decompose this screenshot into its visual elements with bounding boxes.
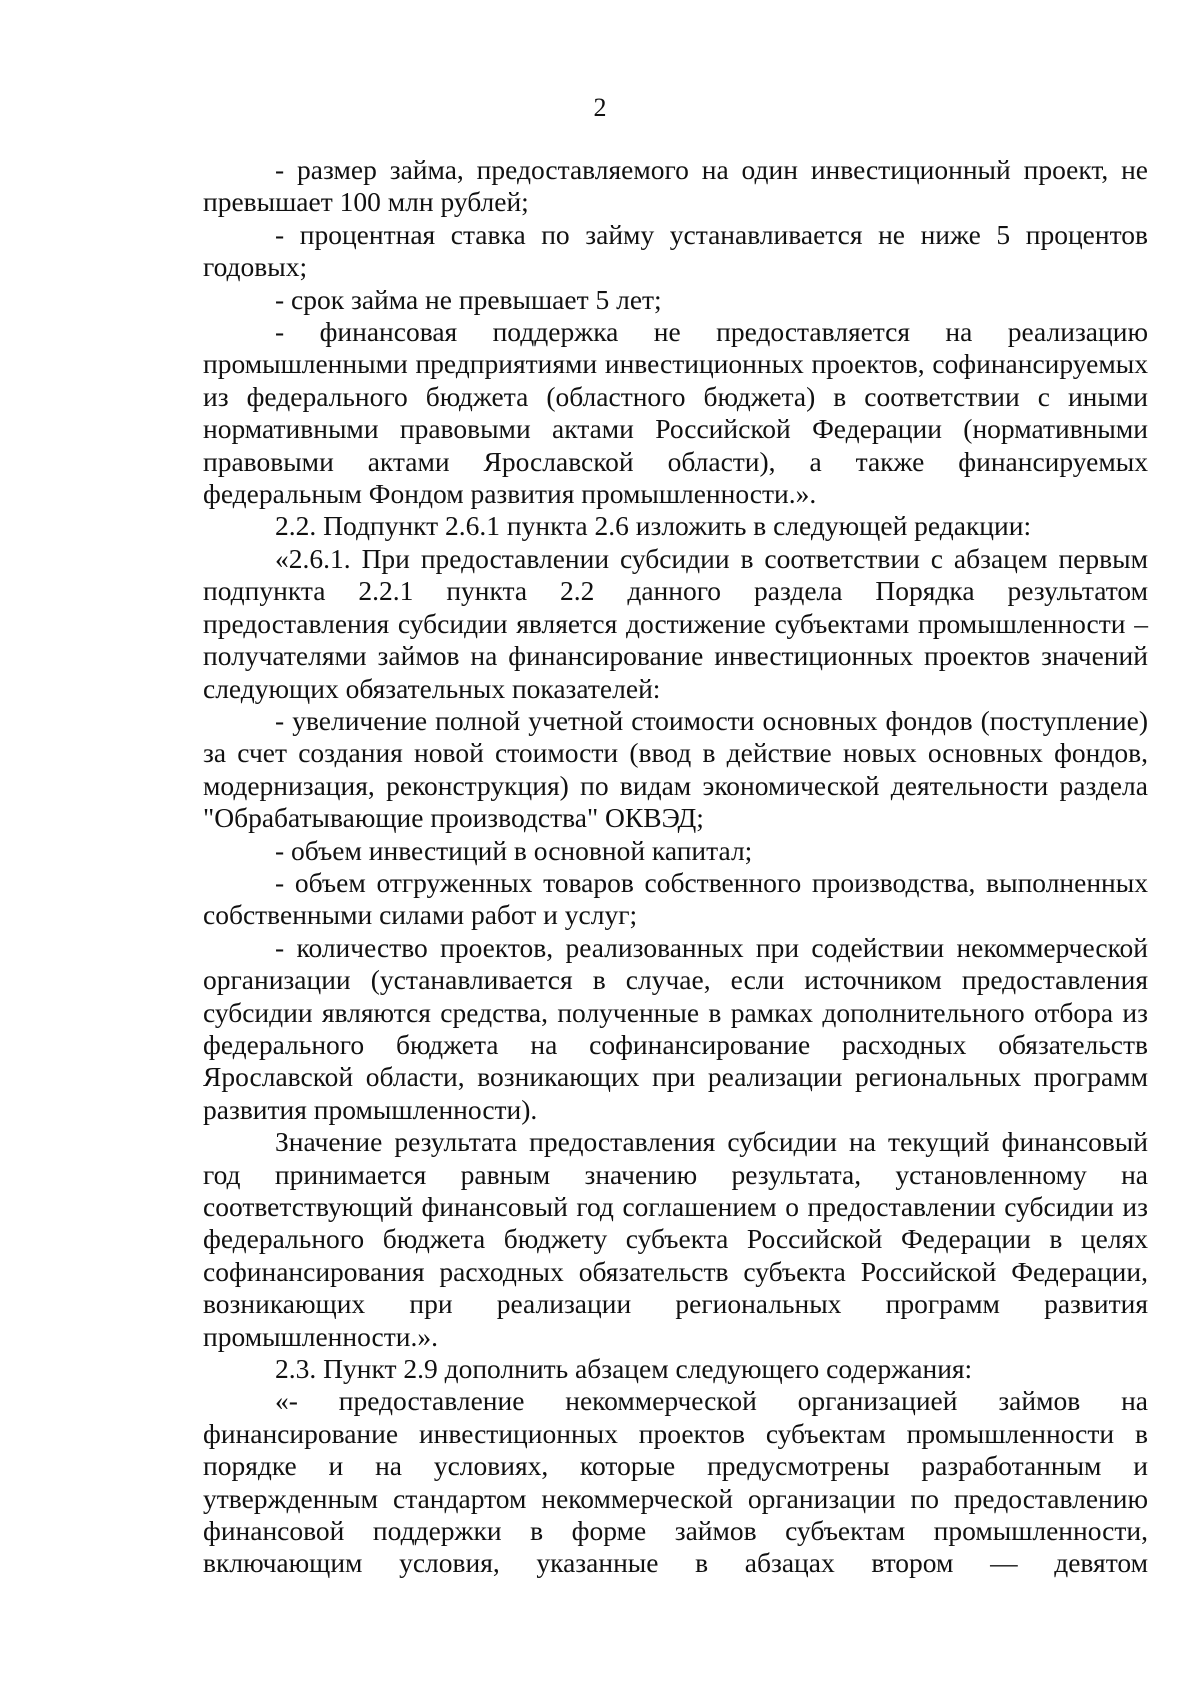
paragraph-item-2-2: 2.2. Подпункт 2.6.1 пункта 2.6 изложить в следующей редакции: [275,510,1032,542]
paragraph-fixed-assets: - увеличение полной учетной стоимости основных фондов (поступление) за счет создания новой стоимости (ввод в действие новых основных фондов, модернизация, реконструкция) по видам экономической деятельности раздела "Обрабатывающие производства" ОКВЭД; [203,704,1148,834]
paragraph-interest-rate: - процентная ставка по займу устанавливается не ниже 5 процентов годовых; [203,218,1148,283]
paragraph-investment-volume: - объем инвестиций в основной капитал; [275,834,753,866]
paragraph-item-2-6-1: «2.6.1. При предоставлении субсидии в соответствии с абзацем первым подпункта 2.2.1 пункта 2.2 данного раздела Порядка результатом предоставления субсидии является достижение субъектами промышленности – получателями займов на финансирование инвестиционных проектов значений следующих обязательных показателей: [203,542,1148,704]
paragraph-loan-size: - размер займа, предоставляемого на один инвестиционный проект, не превышает 100 млн рублей; [203,154,1148,218]
paragraph-loan-provision: «- предоставление некоммерческой организацией займов на финансирование инвестиционных проектов субъектам промышленности в порядке и на условиях, которые предусмотрены разработанным и утвержденным стандартом некоммерческой организации по предоставлению финансовой поддержки в форме займов субъектам промышленности, включающим условия, указанные в абзацах втором — девятом [203,1385,1148,1579]
paragraph-loan-term: - срок займа не превышает 5 лет; [275,283,662,315]
paragraph-item-2-3: 2.3. Пункт 2.9 дополнить абзацем следующего содержания: [275,1353,973,1385]
paragraph-result-value: Значение результата предоставления субсидии на текущий финансовый год принимается равным значению результата, установленному на соответствующий финансовый год соглашением о предоставлении субсидии из федерального бюджета бюджету субъекта Российской Федерации в целях софинансирования расходных обязательств субъекта Российской Федерации, возникающих при реализации региональных программ развития промышленности.». [203,1126,1148,1352]
paragraph-project-count: - количество проектов, реализованных при содействии некоммерческой организации (устанавливается в случае, если источником предоставления субсидии являются средства, полученные в рамках дополнительного отбора из федерального бюджета на софинансирование расходных обязательств Ярославской области, возникающих при реализации региональных программ развития промышленности). [203,931,1148,1125]
document-body [203,154,1148,1580]
page-number: 2 [593,93,607,122]
paragraph-shipped-goods: - объем отгруженных товаров собственного производства, выполненных собственными силами работ и услуг; [203,866,1148,931]
paragraph-financial-support: - финансовая поддержка не предоставляется на реализацию промышленными предприятиями инвестиционных проектов, софинансируемых из федерального бюджета (областного бюджета) в соответствии с иными нормативными правовыми актами Российской Федерации (нормативными правовыми актами Ярославской области), а также финансируемых федеральным Фондом развития промышленности.». [203,316,1148,510]
